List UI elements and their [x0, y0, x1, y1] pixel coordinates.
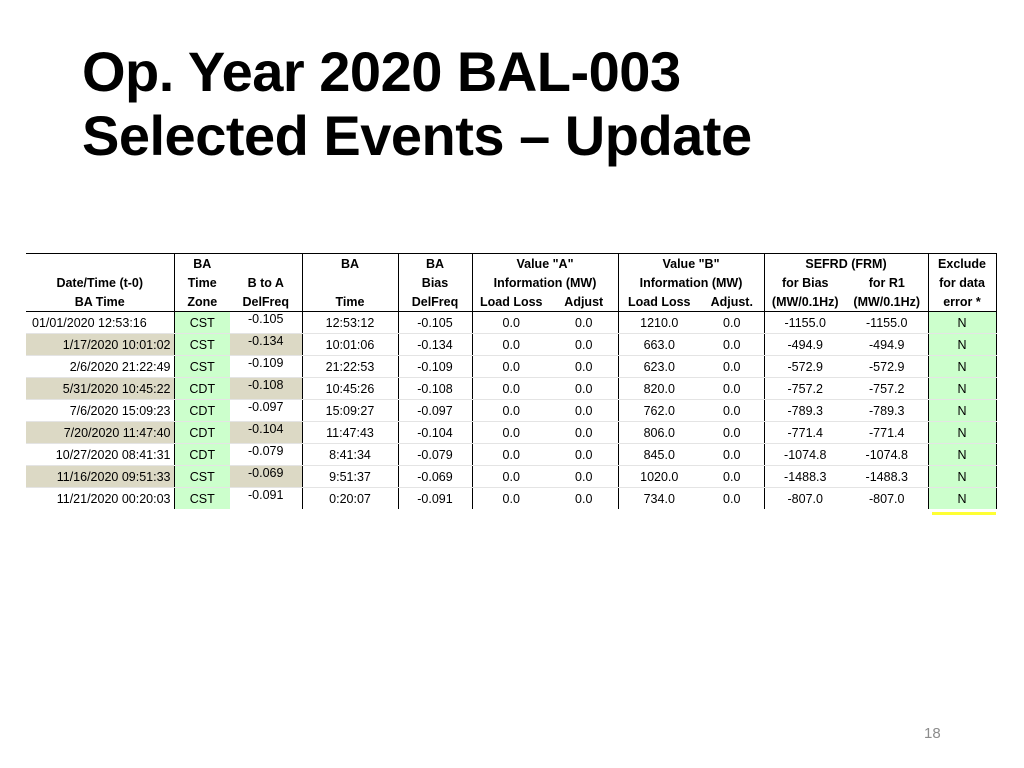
cell-value-a-load-loss: 0.0 — [472, 444, 550, 466]
cell-sefrd-bias: -494.9 — [764, 334, 846, 356]
cell-value-a-load-loss: 0.0 — [472, 378, 550, 400]
table-row — [26, 312, 996, 334]
header-cell: SEFRD (FRM) — [764, 254, 928, 274]
header-cell: B to A — [247, 275, 284, 290]
cell-value-b-load-loss: 1210.0 — [618, 312, 700, 334]
cell-time-zone: CST — [174, 334, 230, 356]
title-line-1: Op. Year 2020 BAL-003 — [82, 40, 681, 103]
cell-value-b-load-loss: 1020.0 — [618, 466, 700, 488]
cell-sefrd-bias: -807.0 — [764, 488, 846, 510]
cell-value-b-load-loss: 734.0 — [618, 488, 700, 510]
cell-sefrd-r1: -757.2 — [846, 378, 928, 400]
delfreq-value: -0.134 — [248, 333, 284, 348]
cell-value-a-adjust: 0.0 — [550, 422, 618, 444]
cell-value-b-adjust: 0.0 — [700, 356, 764, 378]
cell-b-to-a-delfreq — [230, 334, 302, 356]
cell-time-zone: CST — [174, 466, 230, 488]
header-cell: Bias — [398, 273, 472, 292]
header-cell: BA — [174, 254, 230, 274]
cell-value-a-adjust: 0.0 — [550, 356, 618, 378]
header-cell: BA Time — [26, 292, 174, 312]
cell-value-a-adjust: 0.0 — [550, 312, 618, 334]
header-cell: for Bias — [764, 273, 846, 292]
cell-sefrd-bias: -1488.3 — [764, 466, 846, 488]
table-row — [26, 444, 996, 466]
cell-time-zone: CST — [174, 312, 230, 334]
selected-events-table — [26, 253, 997, 509]
table-row — [26, 356, 996, 378]
cell-value-b-adjust: 0.0 — [700, 444, 764, 466]
delfreq-value: -0.079 — [248, 443, 284, 458]
cell-b-to-a-delfreq — [230, 488, 302, 510]
cell-bias-delfreq: -0.108 — [398, 378, 472, 400]
cell-value-b-adjust: 0.0 — [700, 378, 764, 400]
header-cell: Value "A" — [472, 254, 618, 274]
cell-value-b-adjust: 0.0 — [700, 422, 764, 444]
table-row — [26, 400, 996, 422]
cell-value-a-load-loss: 0.0 — [472, 334, 550, 356]
cell-ba-time: 15:09:27 — [302, 400, 398, 422]
cell-value-a-adjust: 0.0 — [550, 378, 618, 400]
header-cell: for R1 — [868, 275, 905, 290]
cell-date-time: 5/31/2020 10:45:22 — [26, 378, 174, 400]
cell-value-b-adjust: 0.0 — [700, 334, 764, 356]
header-cell: for data — [928, 273, 996, 292]
table-row — [26, 466, 996, 488]
cell-sefrd-r1: -1155.0 — [846, 312, 928, 334]
header-cell: DelFreq — [230, 292, 302, 312]
cell-exclude-flag: N — [928, 422, 996, 444]
header-cell — [230, 254, 302, 274]
cell-sefrd-r1: -771.4 — [846, 422, 928, 444]
delfreq-value: -0.097 — [248, 399, 284, 414]
highlight-mark — [932, 512, 996, 515]
header-cell: Load Loss — [618, 292, 700, 312]
cell-date-time: 11/16/2020 09:51:33 — [26, 466, 174, 488]
cell-exclude-flag: N — [928, 356, 996, 378]
cell-value-a-adjust: 0.0 — [550, 400, 618, 422]
cell-bias-delfreq: -0.097 — [398, 400, 472, 422]
header-cell: error * — [928, 292, 996, 312]
cell-time-zone: CST — [174, 356, 230, 378]
cell-ba-time: 9:51:37 — [302, 466, 398, 488]
cell-value-b-load-loss: 845.0 — [618, 444, 700, 466]
header-cell: Time — [302, 292, 398, 312]
header-cell: Load Loss — [472, 292, 550, 312]
cell-value-b-load-loss: 623.0 — [618, 356, 700, 378]
header-cell — [26, 254, 174, 274]
table-row — [26, 422, 996, 444]
cell-value-a-load-loss: 0.0 — [472, 312, 550, 334]
cell-value-a-load-loss: 0.0 — [472, 422, 550, 444]
cell-time-zone: CDT — [174, 444, 230, 466]
cell-sefrd-r1: -572.9 — [846, 356, 928, 378]
cell-ba-time: 10:01:06 — [302, 334, 398, 356]
cell-ba-time: 0:20:07 — [302, 488, 398, 510]
cell-value-a-adjust: 0.0 — [550, 444, 618, 466]
delfreq-value: -0.104 — [248, 421, 284, 436]
cell-sefrd-bias: -1155.0 — [764, 312, 846, 334]
cell-bias-delfreq: -0.069 — [398, 466, 472, 488]
header-cell: Exclude — [928, 254, 996, 274]
delfreq-value: -0.108 — [248, 377, 284, 392]
header-cell: BA — [398, 254, 472, 274]
cell-value-b-load-loss: 806.0 — [618, 422, 700, 444]
cell-date-time: 7/20/2020 11:47:40 — [26, 422, 174, 444]
cell-value-b-load-loss: 663.0 — [618, 334, 700, 356]
cell-value-a-load-loss: 0.0 — [472, 400, 550, 422]
cell-ba-time: 10:45:26 — [302, 378, 398, 400]
cell-exclude-flag: N — [928, 400, 996, 422]
header-cell: Value "B" — [618, 254, 764, 274]
table-row — [26, 378, 996, 400]
cell-value-b-adjust: 0.0 — [700, 400, 764, 422]
cell-value-b-adjust: 0.0 — [700, 466, 764, 488]
title-line-2: Selected Events – Update — [82, 104, 752, 167]
cell-value-a-adjust: 0.0 — [575, 491, 593, 506]
header-cell: (MW/0.1Hz) — [846, 292, 928, 312]
header-cell — [302, 273, 398, 292]
slide-title — [82, 40, 752, 168]
cell-date-time: 7/6/2020 15:09:23 — [26, 400, 174, 422]
cell-sefrd-bias: -771.4 — [764, 422, 846, 444]
cell-ba-time: 8:41:34 — [302, 444, 398, 466]
header-cell: Zone — [174, 292, 230, 312]
cell-value-b-adjust: 0.0 — [723, 491, 741, 506]
cell-value-a-adjust: 0.0 — [550, 466, 618, 488]
cell-exclude-flag: N — [928, 488, 996, 510]
cell-bias-delfreq: -0.109 — [398, 356, 472, 378]
delfreq-value: -0.069 — [248, 465, 284, 480]
header-cell: Date/Time (t-0) — [56, 275, 144, 290]
header-cell: BA — [302, 254, 398, 274]
cell-bias-delfreq: -0.105 — [398, 312, 472, 334]
cell-sefrd-r1: -807.0 — [869, 491, 905, 506]
cell-b-to-a-delfreq — [230, 356, 302, 378]
cell-value-a-adjust: 0.0 — [550, 334, 618, 356]
cell-time-zone: CST — [174, 488, 230, 510]
cell-exclude-flag: N — [928, 444, 996, 466]
cell-exclude-flag: N — [928, 312, 996, 334]
cell-bias-delfreq: -0.104 — [398, 422, 472, 444]
cell-ba-time: 11:47:43 — [302, 422, 398, 444]
cell-sefrd-bias: -572.9 — [764, 356, 846, 378]
table-row — [26, 488, 996, 510]
cell-sefrd-r1: -1488.3 — [846, 466, 928, 488]
cell-sefrd-bias: -757.2 — [764, 378, 846, 400]
cell-exclude-flag: N — [928, 334, 996, 356]
cell-ba-time: 12:53:12 — [302, 312, 398, 334]
cell-value-b-load-loss: 820.0 — [618, 378, 700, 400]
cell-sefrd-bias: -1074.8 — [764, 444, 846, 466]
cell-value-a-load-loss: 0.0 — [472, 466, 550, 488]
cell-b-to-a-delfreq — [230, 422, 302, 444]
table-header — [26, 254, 996, 312]
cell-sefrd-r1: -789.3 — [846, 400, 928, 422]
cell-sefrd-r1: -1074.8 — [846, 444, 928, 466]
cell-date-time: 2/6/2020 21:22:49 — [26, 356, 174, 378]
cell-value-b-adjust: 0.0 — [700, 312, 764, 334]
cell-date-time: 11/21/2020 00:20:03 — [56, 491, 171, 506]
delfreq-value: -0.109 — [248, 355, 284, 370]
cell-date-time: 01/01/2020 12:53:16 — [26, 312, 174, 334]
header-cell: (MW/0.1Hz) — [764, 292, 846, 312]
cell-date-time: 10/27/2020 08:41:31 — [26, 444, 174, 466]
cell-sefrd-r1: -494.9 — [846, 334, 928, 356]
cell-ba-time: 21:22:53 — [302, 356, 398, 378]
cell-bias-delfreq: -0.091 — [398, 488, 472, 510]
header-cell: Adjust. — [700, 292, 764, 312]
cell-time-zone: CDT — [174, 400, 230, 422]
cell-bias-delfreq: -0.079 — [398, 444, 472, 466]
cell-b-to-a-delfreq — [230, 466, 302, 488]
header-cell: Time — [174, 273, 230, 292]
cell-date-time: 1/17/2020 10:01:02 — [26, 334, 174, 356]
header-cell: Information (MW) — [472, 273, 618, 292]
delfreq-value: -0.091 — [248, 487, 284, 502]
delfreq-value: -0.105 — [248, 311, 284, 326]
cell-b-to-a-delfreq — [230, 378, 302, 400]
table-body — [26, 312, 996, 510]
cell-value-a-load-loss: 0.0 — [472, 356, 550, 378]
cell-b-to-a-delfreq — [230, 400, 302, 422]
cell-time-zone: CDT — [174, 422, 230, 444]
page-number: 18 — [924, 725, 941, 742]
cell-b-to-a-delfreq — [230, 444, 302, 466]
cell-b-to-a-delfreq — [230, 312, 302, 334]
cell-value-b-load-loss: 762.0 — [618, 400, 700, 422]
table-row — [26, 334, 996, 356]
cell-sefrd-bias: -789.3 — [764, 400, 846, 422]
cell-time-zone: CDT — [174, 378, 230, 400]
cell-exclude-flag: N — [928, 466, 996, 488]
header-cell: Information (MW) — [618, 273, 764, 292]
header-cell: DelFreq — [398, 292, 472, 312]
header-cell: Adjust — [550, 292, 618, 312]
cell-exclude-flag: N — [928, 378, 996, 400]
cell-bias-delfreq: -0.134 — [398, 334, 472, 356]
cell-value-a-load-loss: 0.0 — [472, 488, 550, 510]
